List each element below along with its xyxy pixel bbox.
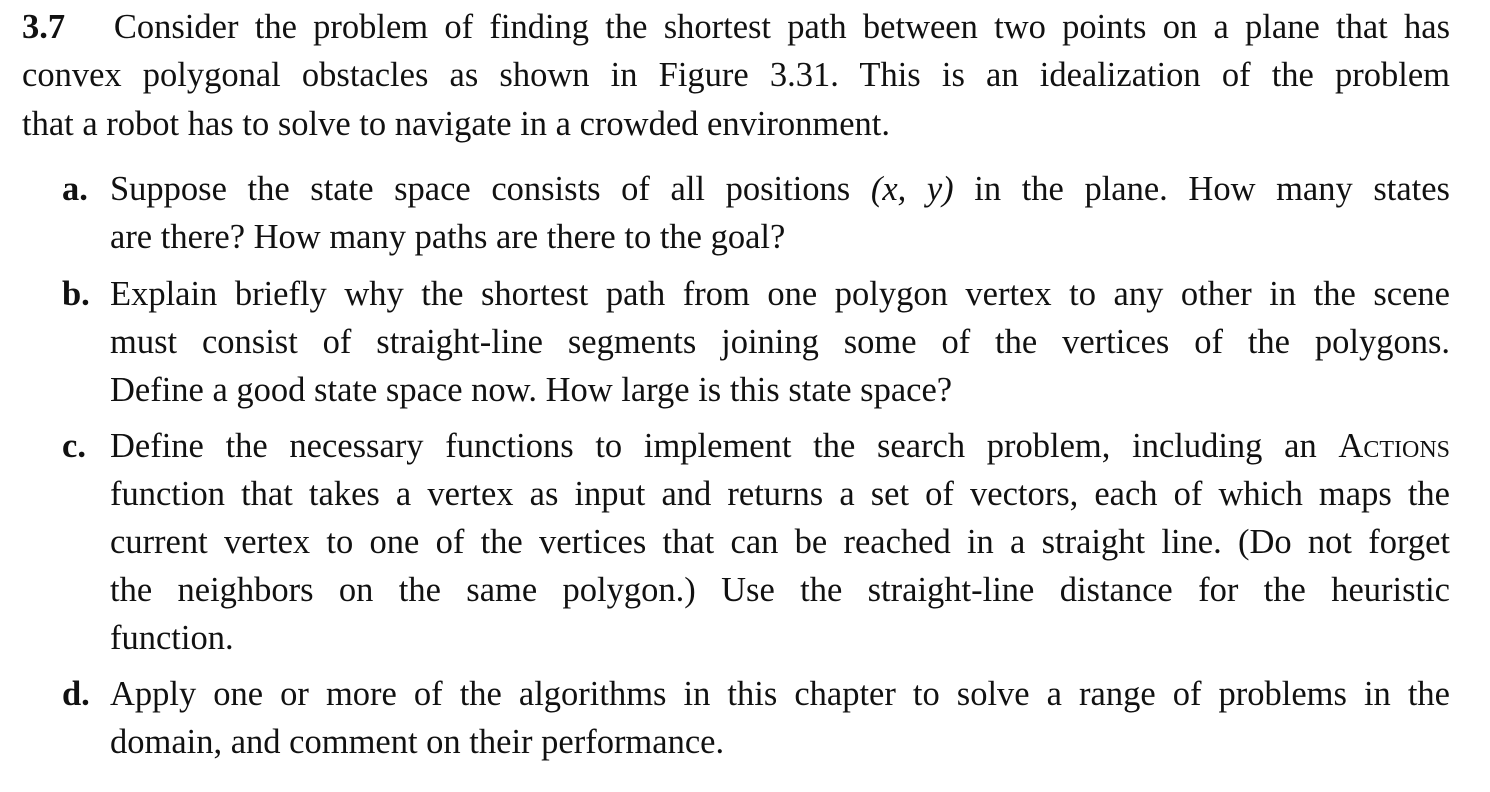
part-b-text-3: Define a good state space now. How large is this state space? bbox=[110, 371, 953, 409]
part-b-line-3 bbox=[110, 373, 952, 408]
intro-line-3 bbox=[22, 107, 890, 142]
part-c-label: c. bbox=[62, 427, 86, 465]
intro-text-1: Consider the problem of finding the shortest path between two points on a plane that has bbox=[113, 8, 1451, 46]
part-c-line-5 bbox=[110, 621, 234, 656]
intro-text-3: that a robot has to solve to navigate in a crowded environment. bbox=[22, 105, 891, 143]
part-a-line-1 bbox=[110, 172, 1450, 207]
part-a-label: a. bbox=[62, 170, 88, 208]
part-b-line-2 bbox=[110, 325, 1450, 360]
part-c-actions: Actions bbox=[1338, 427, 1450, 465]
part-c-line-4 bbox=[110, 573, 1450, 608]
part-b-label: b. bbox=[62, 275, 90, 313]
part-a-line-2 bbox=[110, 220, 785, 255]
part-d-text-2: domain, and comment on their performance. bbox=[110, 723, 725, 761]
part-b-text-2: must consist of straight-line segments joining some of the vertices of the polygons. bbox=[110, 323, 1450, 361]
part-d-label: d. bbox=[62, 675, 90, 713]
part-c-text-4: the neighbors on the same polygon.) Use the straight-line distance for the heuristic bbox=[110, 571, 1450, 609]
part-c-line-2 bbox=[110, 477, 1450, 512]
intro-text-2: convex polygonal obstacles as shown in Figure 3.31. This is an idealization of the problem bbox=[22, 56, 1450, 94]
part-b-line-1 bbox=[110, 277, 1450, 312]
part-c-text-3: current vertex to one of the vertices that can be reached in a straight line. (Do not forget bbox=[110, 523, 1450, 561]
part-c-text-5: function. bbox=[110, 619, 234, 657]
part-c-text-1: Define the necessary functions to implement the search problem, including an bbox=[110, 427, 1339, 465]
part-d-line-2 bbox=[110, 725, 724, 760]
part-c-line-3 bbox=[110, 525, 1450, 560]
part-a-math: (x, y) bbox=[870, 170, 954, 208]
intro-line-2 bbox=[22, 58, 1450, 93]
intro-line-1 bbox=[22, 10, 1450, 45]
part-b-text-1: Explain briefly why the shortest path from one polygon vertex to any other in the scene bbox=[110, 275, 1450, 313]
part-c-line-1 bbox=[110, 429, 1450, 464]
part-a-text-1b: in the plane. How many states bbox=[953, 170, 1450, 208]
part-c-text-2: function that takes a vertex as input and returns a set of vectors, each of which maps the bbox=[110, 475, 1450, 513]
part-d-text-1: Apply one or more of the algorithms in this chapter to solve a range of problems in the bbox=[110, 675, 1450, 713]
exercise-number: 3.7 bbox=[22, 8, 66, 46]
part-d-line-1 bbox=[110, 677, 1450, 712]
part-a-text-2: are there? How many paths are there to the goal? bbox=[110, 218, 786, 256]
part-a-text-1a: Suppose the state space consists of all positions bbox=[110, 170, 871, 208]
